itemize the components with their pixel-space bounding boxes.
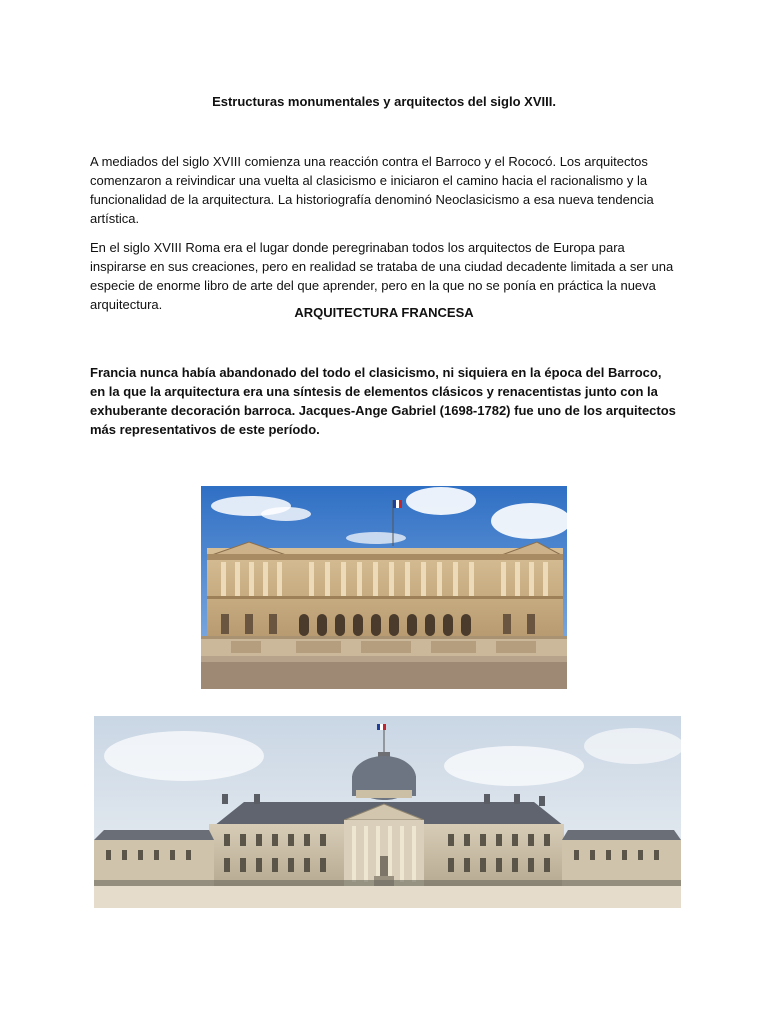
section-heading-french-architecture: ARQUITECTURA FRANCESA [294,305,474,320]
paragraph-rome: En el siglo XVIII Roma era el lugar donde peregrinaban todos los arquitectos de Europa para inspirarse en sus creaciones, pero en realidad se trataba de una ciudad decadente limitada a ser una especie de enorme libro de arte del que aprender, pero en la que no se ponía en práctica la nueva arquitectura. [90,240,674,312]
domed-building-photo [94,716,681,908]
paragraph-intro: A mediados del siglo XVIII comienza una reacción contra el Barroco y el Rococó. Los arquitectos comenzaron a reivindicar una vuelta al clasicismo e iniciaron el camino hacia el racionalismo y la funcionalidad de la arquitectura. La historiografía denominó Neoclasicismo a esa nueva tendencia artística. [90,154,654,226]
palace-colonnade-photo [201,486,567,689]
document-title: Estructuras monumentales y arquitectos del siglo XVIII. [212,94,556,109]
paragraph-france: Francia nunca había abandonado del todo el clasicismo, ni siquiera en la época del Barroco, en la que la arquitectura era una síntesis de elementos clásicos y renacentistas junto con la exhuberante decoración barroca. Jacques-Ange Gabriel (1698-1782) fue uno de los arquitectos más representativos de este período. [90,365,676,437]
